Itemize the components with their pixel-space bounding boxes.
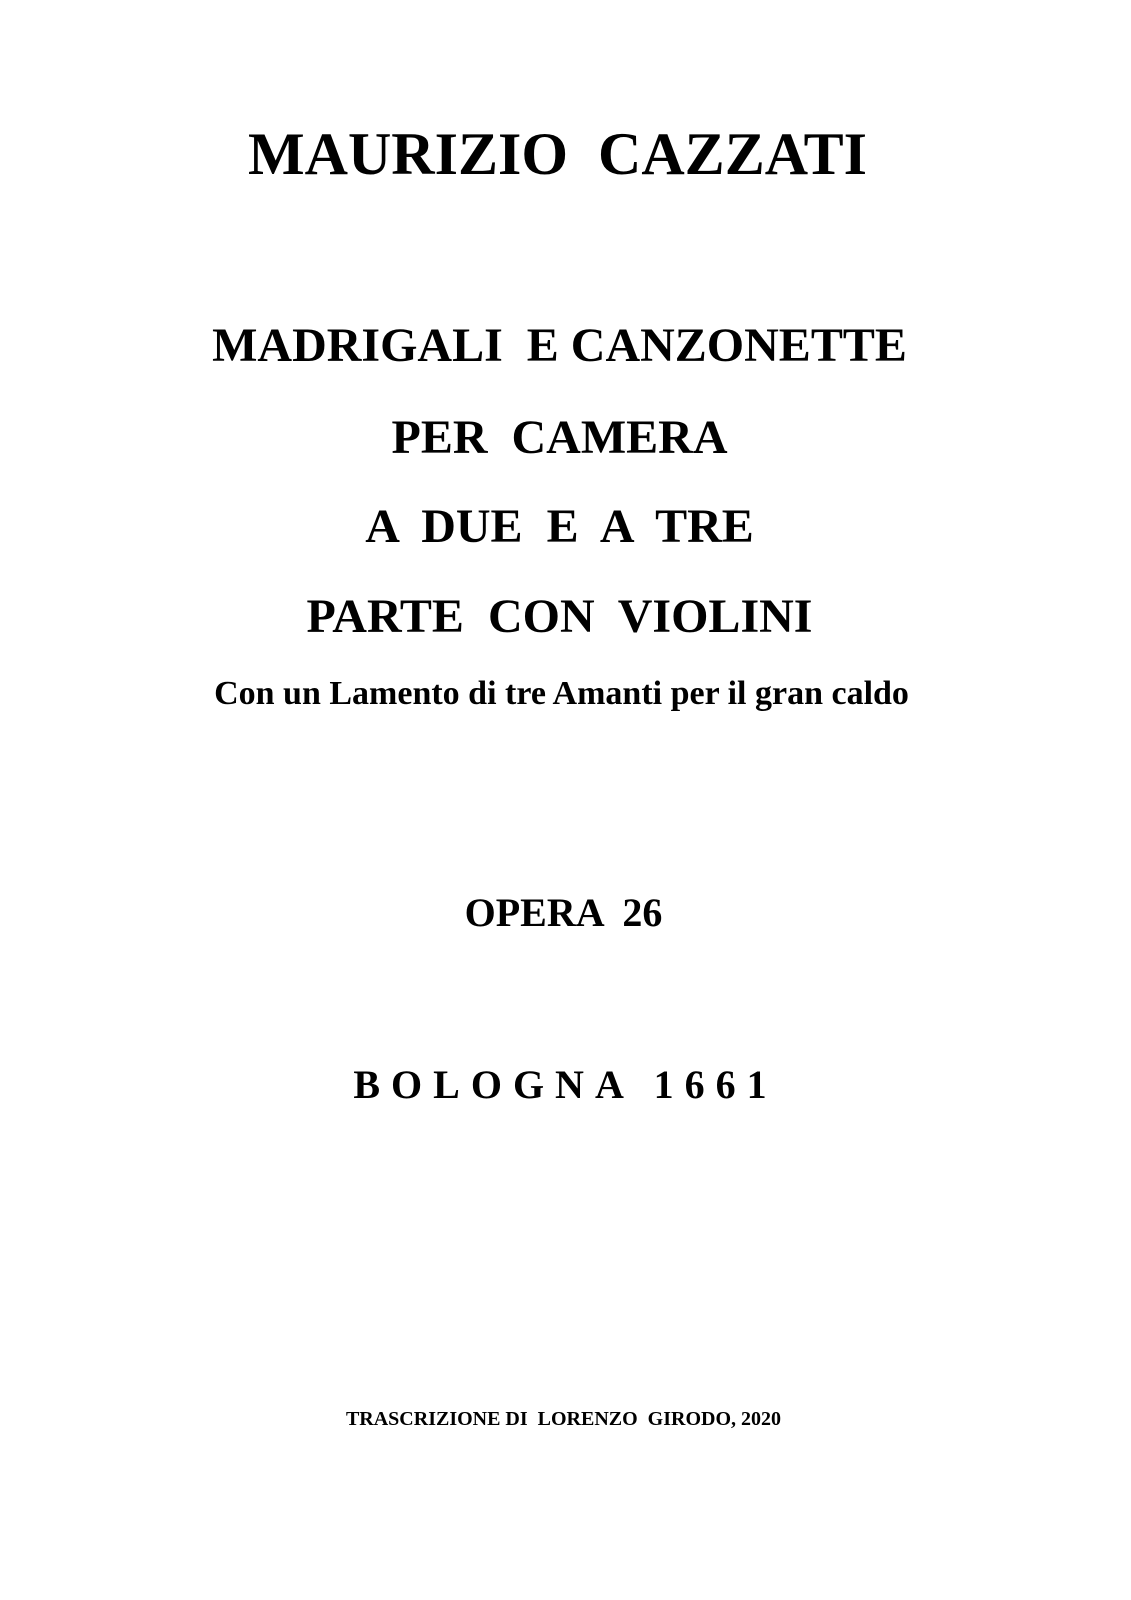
title-line-3: A DUE E A TRE xyxy=(365,500,754,553)
title-line-4: PARTE CON VIOLINI xyxy=(306,590,813,643)
title-line-2: PER CAMERA xyxy=(391,411,728,464)
place-and-year: BOLOGNA 1661 xyxy=(353,1062,778,1107)
composer-name: MAURIZIO CAZZATI xyxy=(248,121,867,187)
opus-number: OPERA 26 xyxy=(464,890,663,935)
title-line-1: MADRIGALI E CANZONETTE xyxy=(212,319,907,372)
transcription-credit: TRASCRIZIONE DI LORENZO GIRODO, 2020 xyxy=(345,1408,782,1430)
subtitle: Con un Lamento di tre Amanti per il gran caldo xyxy=(214,675,909,712)
